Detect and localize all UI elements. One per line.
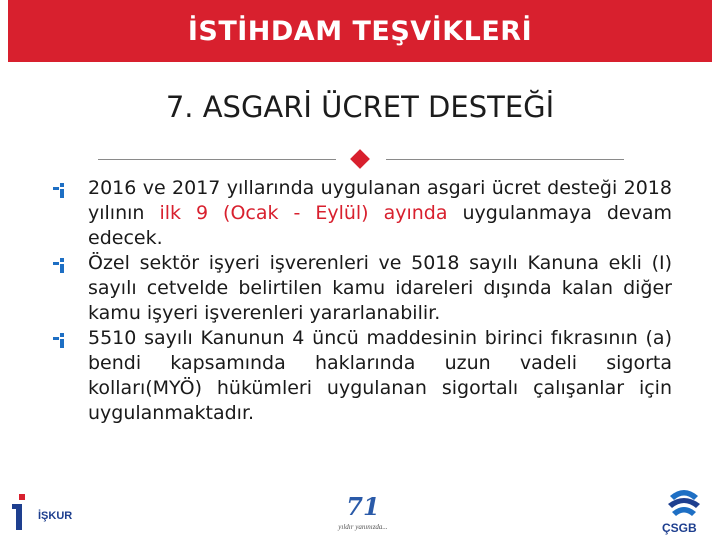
bullet-icon	[52, 257, 66, 273]
bullet-text-part: 2016 ve 2017 yıllarında uygulanan asgari ücret desteği 2018 yılının	[88, 177, 672, 224]
divider-diamond-icon	[350, 149, 370, 169]
csgb-logo	[652, 486, 714, 536]
anniversary-caption: yıldır yanınızda...	[338, 523, 388, 531]
bullet-item	[52, 176, 672, 251]
bullet-text	[88, 176, 672, 251]
bullet-icon	[52, 182, 66, 198]
bullet-text: 5510 sayılı Kanunun 4 üncü maddesinin birinci fıkrasının (a) bendi kapsamında haklarında uzun vadeli sigorta kolları(MYÖ) hükümleri uygulanan sigortalı çalışanlar için uygulanmaktadır.	[88, 327, 672, 424]
slide-title: 7. ASGARİ ÜCRET DESTEĞİ	[165, 90, 555, 124]
bullet-item	[52, 326, 672, 426]
iskur-logo-icon	[8, 492, 38, 532]
header-title: İSTİHDAM TEŞVİKLERİ	[187, 15, 533, 47]
bullet-text: Özel sektör işyeri işverenleri ve 5018 sayılı Kanuna ekli (I) sayılı cetvelde belirtilen kamu idareleri dışında kalan diğer kamu işyeri işverenleri yararlanabilir.	[88, 252, 672, 324]
bullet-text-part: uygulanmaya devam edecek.	[88, 202, 673, 249]
divider-right-line	[386, 159, 624, 160]
anniversary-logo	[328, 490, 398, 536]
bullet-icon	[52, 332, 66, 348]
anniversary-number: 71	[346, 492, 380, 521]
bullet-item	[52, 251, 672, 326]
csgb-logo-text: ÇSGB	[662, 521, 697, 535]
iskur-logo	[8, 492, 88, 532]
bullet-list	[52, 176, 672, 426]
bullet-highlight: ilk 9 (Ocak - Eylül) ayında	[159, 202, 448, 224]
divider-left-line	[98, 159, 336, 160]
csgb-logo-icon	[664, 486, 704, 520]
iskur-logo-text: İŞKUR	[38, 510, 73, 522]
header-banner	[8, 0, 712, 62]
